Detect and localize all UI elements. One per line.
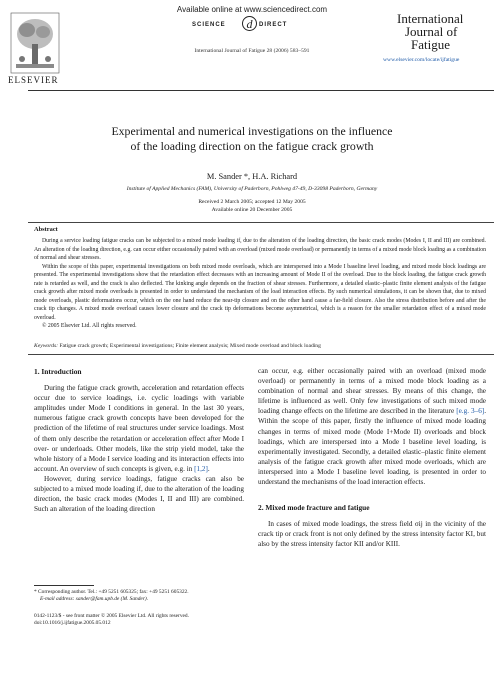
article-title (20, 124, 484, 154)
section-1-paragraph-1-text: During the fatigue crack growth, acceleration and retardation effects occur due to service loadings, i.e. cyclic loadings with variable amplitudes under Mode I conditions in general. In the last 30 years, numerous fatigue crack growth concepts have been developed for the prediction of the lifetime of real structures under service loadings. Most of them only describe the retardation or acceleration effect after Mode I over- or underloads. Other models, like the strip yield model, take the whole history of a Mode I service loading and its interaction effects into account. An overview of such concepts is given, e.g. in (34, 384, 244, 473)
journal-logo-line-3: Fatigue (411, 37, 450, 52)
journal-logo-line-2: Journal of (405, 24, 458, 39)
abstract-top-divider (28, 222, 494, 223)
sciencedirect-logo (192, 16, 312, 36)
section-1-paragraph-2: However, during service loadings, fatigue cracks can also be subjected to a mixed mode loading if, due to the alteration of the loading direction, the basic crack modes (Modes I, II and III) are combined. Such an alteration of the loading direction (34, 474, 244, 514)
author-email: E-mail address: sander@fam.upb.de (M. Sander). (40, 596, 149, 603)
keywords-label: Keywords: (34, 343, 59, 349)
keywords-list: Fatigue crack growth; Experimental investigations; Finite element analysis; Mixed mode overload and block loading (59, 343, 321, 349)
citation-1-2-link[interactable]: [1,2] (194, 464, 208, 473)
citation-3-6-link[interactable]: [e.g. 3–6] (456, 407, 485, 416)
doi-line: doi:10.1016/j.ijfatigue.2005.05.012 (34, 620, 111, 627)
sciencedirect-logo-left: SCIENCE (192, 22, 226, 28)
journal-url-link[interactable]: www.elsevier.com/locate/ijfatigue (383, 57, 460, 63)
abstract-copyright: © 2005 Elsevier Ltd. All rights reserved. (42, 323, 137, 329)
received-date: Received 2 March 2005; accepted 12 May 2005 (198, 199, 306, 205)
abstract-bottom-divider (28, 354, 494, 355)
elsevier-tree-icon (10, 12, 60, 74)
article-title-line-2: of the loading direction on the fatigue crack growth (130, 139, 374, 153)
section-2-heading: 2. Mixed mode fracture and fatigue (258, 503, 370, 513)
header-divider (28, 90, 494, 91)
article-meta (34, 613, 249, 628)
abstract-heading: Abstract (34, 226, 58, 233)
article-authors: M. Sander *, H.A. Richard (206, 172, 298, 181)
section-1-paragraph-2-continued: can occur, e.g. either occasionally paired with an overload (mixed mode overload) or permanently in terms of a mixed mode block loading as a combination of normal and shear stresses. By means of this change, the lifetime is influenced as well. Only few investigations of such mixed mode loading change effects on the lifetime are described in the literature [e.g. 3–6]. Within the scope of this paper, firstly the influence of mixed mode loading changes in terms of mixed mode (Mode I+Mode II) overloads and block loadings, which are interspersed into a Mode I baseline level loading, is experimentally investigated. Secondly, a detailed elastic–plastic finite element analysis of the fatigue crack growth after mixed mode overloads, which are interspersed into a Mode I baseline level loading, is presented in order to understand the mechanisms of the load interaction effects. (258, 367, 486, 487)
section-1-paragraph-2-continued-text: can occur, e.g. either occasionally paired with an overload (mixed mode overload) or permanently in terms of a mixed mode block loading as a combination of normal and shear stresses. By means of this change, the lifetime is influenced as well. Only few investigations of such mixed mode loading change effects on the lifetime are described in the literature (258, 367, 486, 416)
section-2-paragraph-1: In cases of mixed mode loadings, the stress field σij in the vicinity of the crack tip or crack front is not only defined by the stress intensity factor KI, but also by the stress intensity factor KII and/or KIII. (258, 520, 486, 549)
section-1-paragraph-1: During the fatigue crack growth, acceleration and retardation effects occur due to service loadings, i.e. cyclic loadings with variable amplitudes under Mode I conditions in general. In the last 30 years, numerous fatigue crack growth concepts have been developed for the prediction of the lifetime of real structures under service loadings. Most of them only describe the retardation or acceleration effect after Mode I over- or underloads. Other models, like the strip yield model, take the whole history of a Mode I service loading and its interaction effects into account. An overview of such concepts is given, e.g. in [1,2]. (34, 384, 244, 473)
journal-logo-line-1: International (397, 11, 464, 26)
corresponding-author-note: * Corresponding author. Tel.: +49 5251 605325; fax: +49 5251 605322. (34, 589, 189, 595)
footnote (34, 589, 249, 604)
left-column (34, 367, 244, 514)
abstract-paragraph-2: Within the scope of this paper, experimental investigations on both mixed mode overloads, which are interspersed into a Mode I baseline level loading, and mixed mode block loadings are presented. The experimental investigations show that the retardation effect decreases with an increasing amount of Mode II of the overload. Due to the block loading, the fatigue crack growth rate is retarded as well, and the crack is also deflected. The kinking angle depends on the fraction of shear stresses. Furthermore, a detailed elastic–plastic finite element analysis of the fatigue crack growth after mixed mode overloads is presented in order to understand the mechanism of the load interaction effects. By such numerical simulations, it can be shown that, due to mixed mode overloads, plastic deformations occur, which on the one hand reduce the near-tip closure and on the other hand cause a far-field closure. Also the stress distribution before and after the crack tip changes. A mixed mode overload causes lower closure and the crack tip deformations become asymmetrical, which is a reason for the smaller retardation effect of a mixed mode overload. (34, 263, 486, 321)
sciencedirect-logo-right: DIRECT (259, 22, 288, 28)
available-date: Available online 20 December 2005 (211, 207, 293, 213)
footnote-divider (34, 585, 94, 586)
publisher-name: ELSEVIER (8, 75, 59, 85)
journal-logo (397, 12, 495, 51)
section-1-paragraph-2-continued-text-2: Within the scope of this paper, firstly the influence of mixed mode loading changes in terms of mixed mode (Mode I+Mode II) overloads and block loadings, which are interspersed into a Mode I baseline level loading, is experimentally investigated. Secondly, a detailed elastic–plastic finite element analysis of the fatigue crack growth after mixed mode overloads, which are interspersed into a Mode I baseline level loading, is presented in order to understand the mechanisms of the load interaction effects. (258, 417, 486, 487)
right-column (258, 366, 486, 550)
journal-citation: International Journal of Fatigue 28 (2006) 583–591 (194, 48, 310, 54)
keywords (34, 343, 486, 349)
author-affiliation: Institute of Applied Mechanics (FAM), University of Paderborn, Pohlweg 47-49, D-33098 Paderborn, Germany (126, 186, 378, 192)
article-title-line-1: Experimental and numerical investigations on the influence (111, 124, 393, 138)
article-dates (0, 198, 504, 214)
abstract-paragraph-1: During a service loading fatigue cracks can be subjected to a mixed mode loading if, due to the alteration of the loading direction, the basic crack modes (Modes I, II and III) are combined. An alteration of the loading direction, e.g. can occur either occasionally paired with an overload (mixed mode overload) or permanently in terms of a mixed mode block loading as a combination of normal and shear stresses. (34, 238, 486, 261)
section-1-heading: 1. Introduction (34, 367, 82, 376)
available-online-text: Available online at www.sciencedirect.com (176, 5, 328, 14)
issn-line: 0142-1123/$ - see front matter © 2005 Elsevier Ltd. All rights reserved. (34, 613, 189, 619)
sciencedirect-at-icon: d (242, 16, 257, 31)
abstract-body (34, 237, 486, 331)
